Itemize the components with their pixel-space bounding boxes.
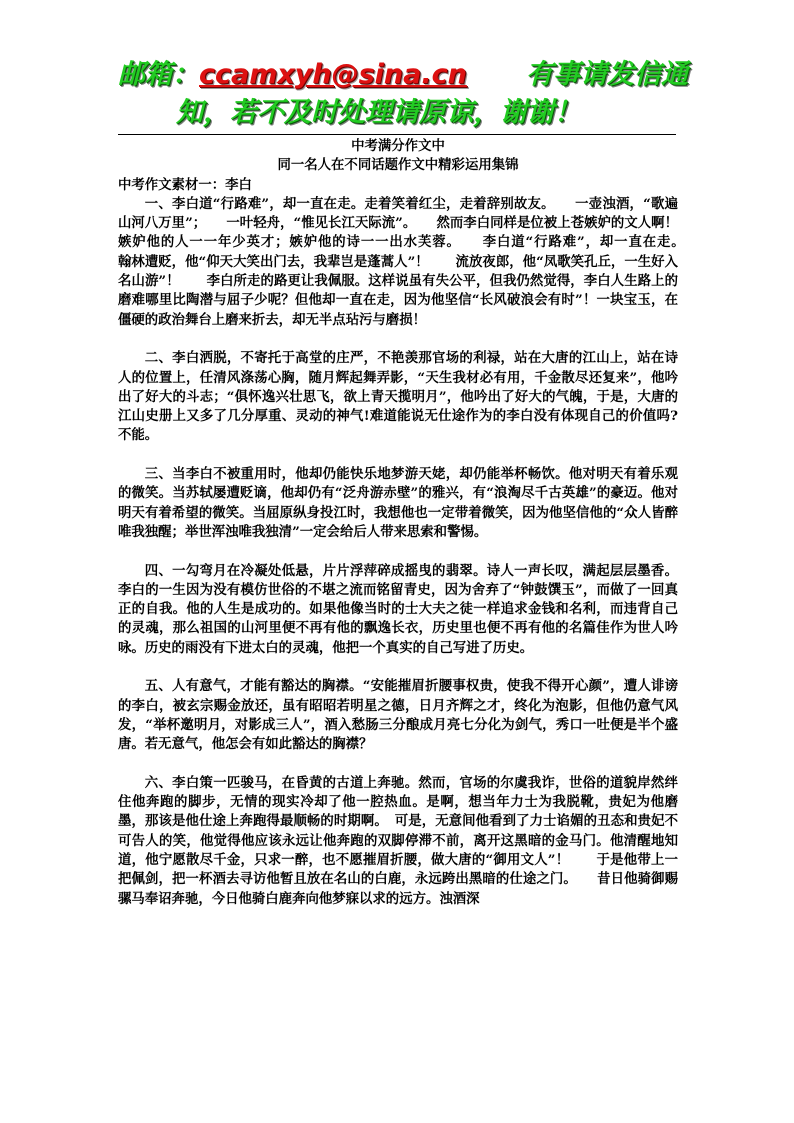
- paragraph-5: 五、人有意气，才能有豁达的胸襟。“安能摧眉折腰事权贵，使我不得开心颜”，遭人诽谤的李白，被玄宗赐金放还，虽有昭昭若明星之德，日月齐辉之才，终化为泡影，但他仍意气风发，“举杯邀明月，对影成三人”，酒入愁肠三分酿成月亮七分化为剑气，秀口一吐便是半个盛唐。若无意气，他怎会有如此豁达的胸襟？: [118, 678, 678, 753]
- doc-section-heading: 中考作文素材一：李白: [118, 176, 252, 193]
- banner-notice-b: 知，若不及时处理请原谅，谢谢！: [176, 97, 581, 128]
- banner-email-prefix: 邮箱：: [118, 59, 199, 90]
- doc-title: 中考满分作文中: [351, 138, 445, 154]
- paragraph-4: 四、一勾弯月在冷凝处低悬，片片浮萍碎成摇曳的翡翠。诗人一声长叹，满起层层墨香。李白的一生因为没有模仿世俗的不堪之流而铭留青史，因为舍弃了“钟鼓馔玉”，而做了一回真正的自我。他的人生是成功的。如果他像当时的士大夫之徒一样追求金钱和名利，而违背自己的灵魂，那么祖国的山河里便不再有他的飘逸长衣，历史里也便不再有他的名篇佳作为世人吟咏。历史的雨没有下进太白的灵魂，他把一个真实的自己写进了历史。: [118, 562, 678, 656]
- paragraph-2: 二、李白洒脱，不寄托于高堂的庄严，不艳羡那官场的利禄，站在大唐的江山上，站在诗人的位置上，任清风涤荡心胸，随月辉起舞弄影，“天生我材必有用，千金散尽还复来”，他吟出了好大的斗志；“俱怀逸兴壮思飞，欲上青天揽明月”，他吟出了好大的气魄，于是，大唐的江山史册上又多了几分厚重、灵动的神气!难道能说无仕途作为的李白没有体现自己的价值吗?不能。: [118, 350, 678, 444]
- doc-subtitle-main: 同一名人在不同话题作文中精彩运用集锦: [277, 157, 519, 174]
- header-divider: [118, 134, 676, 135]
- email-link[interactable]: ccamxyh@sina.cn: [199, 59, 467, 90]
- document-body: [118, 137, 705, 909]
- paragraph-3: 三、当李白不被重用时，他却仍能快乐地梦游天姥，却仍能举杯畅饮。他对明天有着乐观的微笑。当苏轼屡遭贬谪，他却仍有“泛舟游赤壁”的雅兴，有“浪淘尽千古英雄”的豪迈。他对明天有着希望的微笑。当屈原纵身投江时，我想他也一定带着微笑，因为他坚信他的“众人皆醉唯我独醒；举世浑浊唯我独清”一定会给后人带来思索和警惕。: [118, 466, 678, 540]
- banner-line-1: [118, 56, 688, 94]
- paragraph-1: 一、李白道“行路难”，却一直在走。走着笑着红尘，走着辞别故友。 一壶浊酒，“歌遍山河八万里”； 一叶轻舟，“惟见长江天际流”。 然而李白同样是位被上苍嫉妒的文人啊！嫉妒他的人一一年少英才；嫉妒他的诗一一出水芙蓉。 李白道“行路难”，却一直在走。 翰林遭贬，他“仰天大笑出门去，我辈岂是蓬蒿人”！ 流放夜郎，他“凤歌笑孔丘，一生好入名山游”！ 李白所走的路更让我佩服。这样说虽有失公平，但我仍然觉得，李白人生路上的磨难哪里比陶潜与屈子少呢？但他却一直在走，因为他坚信“长风破浪会有时”！一块宝玉，在僵硬的政治舞台上磨来折去，却无半点玷污与磨损！: [118, 195, 705, 328]
- banner-notice-a: 有事请发信通: [526, 59, 688, 90]
- contact-banner: [118, 56, 688, 132]
- paragraph-6: 六、李白策一匹骏马，在昏黄的古道上奔驰。然而，官场的尔虞我诈，世俗的道貌岸然绊住他奔跑的脚步，无情的现实冷却了他一腔热血。是啊，想当年力士为我脱靴，贵妃为他磨墨，那该是他仕途上奔跑得最顺畅的时期啊。 可是，无意间他看到了力士谄媚的丑态和贵妃不可告人的笑，他觉得他应该永远让他奔跑的双脚停滞不前，离开这黑暗的金马门。他清醒地知道，他宁愿散尽千金，只求一醉，也不愿摧眉折腰，做大唐的“御用文人”！ 于是他带上一把佩剑，把一杯酒去寻访他暂且放在名山的白鹿，永远跨出黑暗的仕途之门。 昔日他骑御赐骡马奉诏奔驰，今日他骑白鹿奔向他梦寐以求的远方。浊酒深: [118, 774, 678, 907]
